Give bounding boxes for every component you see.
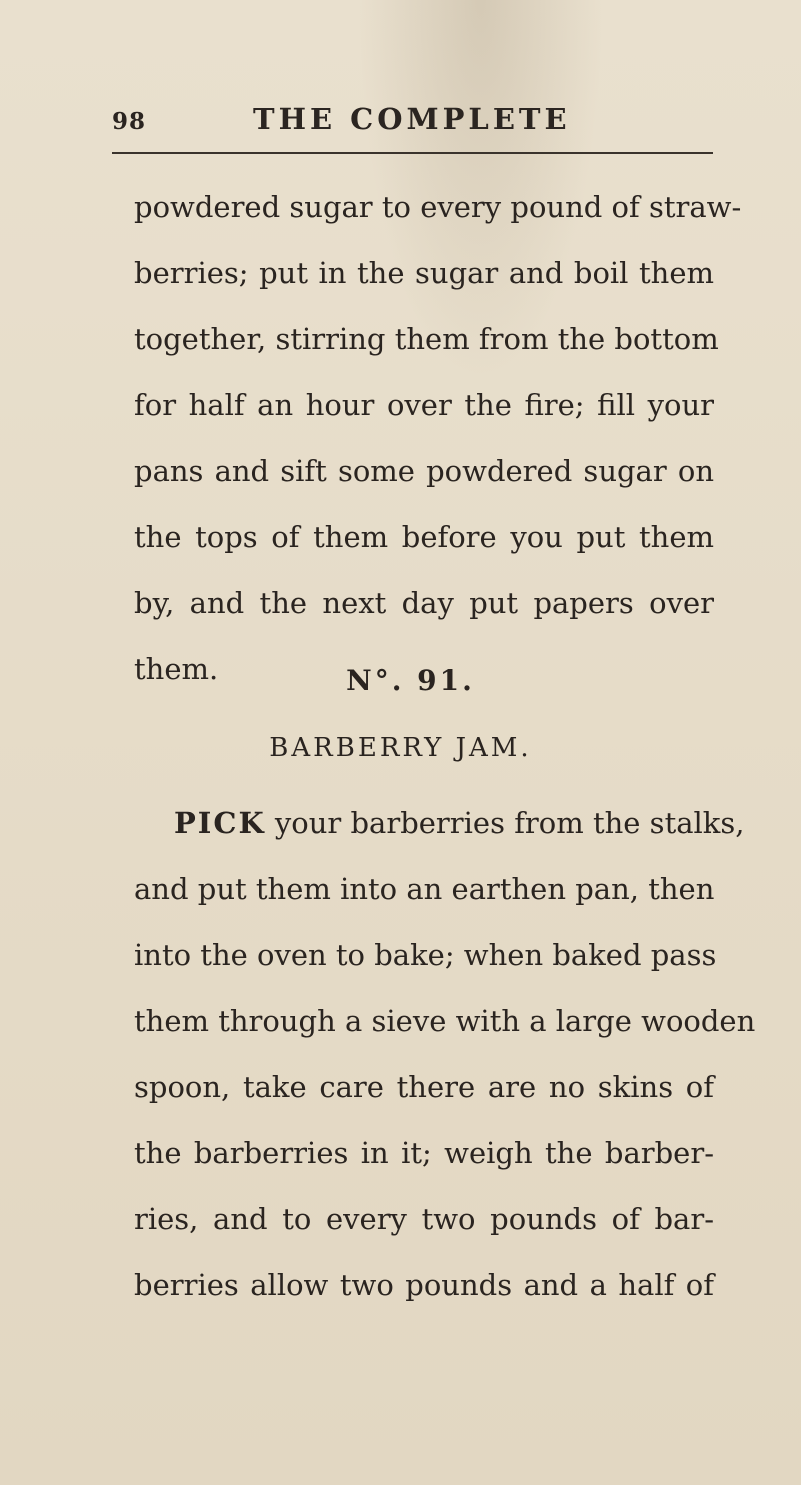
text-line: them through a sieve with a large wooden (134, 1004, 756, 1038)
page-number: 98 (112, 108, 147, 135)
text-line: powdered sugar to every pound of straw- (134, 190, 742, 224)
text-line: spoon, take care there are no skins of (134, 1070, 714, 1104)
text-line: berries allow two pounds and a half of (134, 1268, 714, 1302)
text-line: ries, and to every two pounds of bar- (134, 1202, 714, 1236)
paragraph-barberry-jam (134, 790, 756, 1318)
text-line: and put them into an earthen pan, then (134, 872, 715, 906)
text-line: the tops of them before you put them (134, 520, 714, 554)
text-line: together, stirring them from the bottom (134, 322, 719, 356)
paragraph-strawberry-continued (134, 174, 742, 702)
opening-word: PICK (174, 806, 266, 840)
text-line: for half an hour over the fire; fill your (134, 388, 714, 422)
text-line: berries; put in the sugar and boil them (134, 256, 714, 290)
text-line: pans and sift some powdered sugar on (134, 454, 714, 488)
text-line: into the oven to bake; when baked pass (134, 938, 717, 972)
text-line: by, and the next day put papers over (134, 586, 714, 620)
recipe-number: N°. 91. (346, 664, 475, 697)
first-line-rest: your barberries from the stalks, (265, 806, 745, 840)
text-line: the barberries in it; weigh the barber- (134, 1136, 714, 1170)
text-line-first (134, 790, 745, 856)
text-line: them. (134, 652, 219, 686)
page-header (112, 102, 712, 146)
header-rule (112, 152, 713, 154)
running-head: THE COMPLETE (253, 102, 571, 136)
recipe-title: BARBERRY JAM. (269, 733, 532, 763)
